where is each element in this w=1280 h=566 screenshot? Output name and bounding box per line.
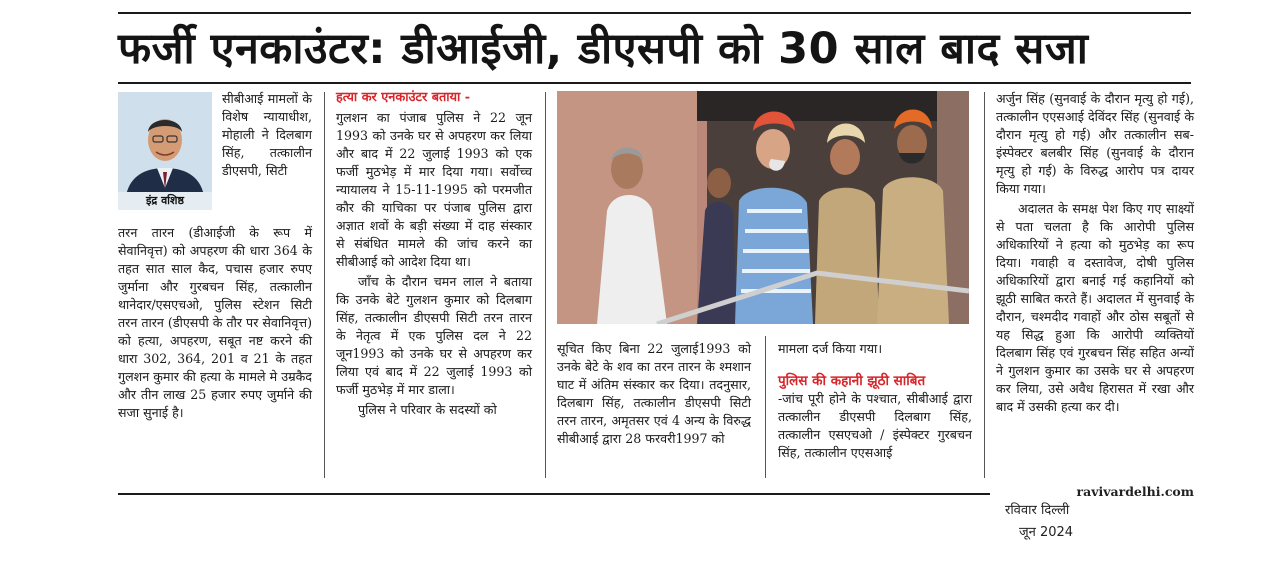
col2-paragraph-3: पुलिस ने परिवार के सदस्यों को xyxy=(358,402,497,417)
column-4 xyxy=(778,340,972,464)
author-photo xyxy=(118,92,212,210)
col4-paragraph-2: -जांच पूरी होने के पश्चात, सीबीआई द्वारा तत्कालीन डीएसपी दिलबाग सिंह, तत्कालीन एसएचओ / इंस्पेक्टर गुरबचन सिंह, तत्कालीन एएसआई xyxy=(778,391,972,460)
col1-bottom-text: तरन तारन (डीआईजी के रूप में सेवानिवृत्त) को अपहरण की धारा 364 के तहत सात साल कैद, पचास हजार रुपए जुर्माना और गुरबचन सिंह, तत्कालीन थानेदार/एसएचओ, पुलिस स्टेशन सिटी तरन तारन (डीएसपी के तौर पर सेवानिवृत्त) को हत्या, अपहरण, सबूत नष्ट करने की धारा 302, 364, 201 व 21 के तहत गुलशन कुमार की हत्या के मामले मे उम्रकैद और तीन लाख 25 हजार रुपए जुर्माने की सजा सुनाई है। xyxy=(118,225,312,420)
subheading-police-story-false: पुलिस की कहानी झूठी साबित xyxy=(778,373,926,389)
column-2 xyxy=(336,88,532,421)
column-divider-1 xyxy=(324,92,325,478)
column-divider-3 xyxy=(765,336,766,478)
publication-date: जून 2024 xyxy=(1019,525,1074,540)
col5-paragraph-1: अर्जुन सिंह (सुनवाई के दौरान मृत्यु हो गई), तत्कालीन एएसआई देविंदर सिंह (सुनवाई के दौरान मृत्यु हो गई) और तत्कालीन सब- इंस्पेक्टर बलबीर सिंह (सुनवाई के दौरान मृत्यु हो गई) के विरुद्ध आरोप पत्र दायर किया गया। xyxy=(996,91,1194,196)
col4-paragraph-1: मामला दर्ज किया गया। xyxy=(778,341,883,356)
col1-top-text: सीबीआई मामलों के विशेष न्यायाधीश, मोहाली ने दिलबाग सिंह, तत्कालीन डीएसपी, सिटी xyxy=(222,91,312,178)
column-3 xyxy=(557,340,751,450)
column-1-top xyxy=(222,90,312,182)
site-url: ravivardelhi.com xyxy=(1076,484,1194,499)
news-photo xyxy=(557,91,969,324)
col2-paragraph-2: जाँच के दौरान चमन लाल ने बताया कि उनके बेटे गुलशन कुमार को दिलबाग सिंह, तत्कालीन डीएसपी सिटी तरन तारन के नेतृत्व में एक पुलिस दल ने 22 जून1993 को उनके घर से अपहरण कर लिया एवं बाद में 22 जुलाई 1993 को फर्जी मुठभेड़ में मार डाला। xyxy=(336,274,532,397)
police-escort-photo-icon xyxy=(557,91,969,324)
headline: फर्जी एनकाउंटर: डीआईजी, डीएसपी को 30 साल बाद सजा xyxy=(118,24,1089,74)
publication-info xyxy=(1005,500,1073,544)
column-5 xyxy=(996,90,1194,418)
author-caption: इंद्र वशिष्ठ xyxy=(146,194,184,207)
subheading-murder-encounter: हत्या कर एनकाउंटर बताया - xyxy=(336,90,471,105)
bottom-rule xyxy=(118,493,990,495)
top-rule xyxy=(118,12,1191,14)
publication-name: रविवार दिल्ली xyxy=(1005,503,1070,518)
column-divider-2 xyxy=(545,92,546,478)
col5-paragraph-2: अदालत के समक्ष पेश किए गए साक्ष्यों से पता चलता है कि आरोपी पुलिस अधिकारियों ने हत्या को मुठभेड़ का रूप दिया। गवाही व दस्तावेज, दोषी पुलिस अधिकारियों द्वारा बनाई गई कहानियों को झूठी साबित करते हैं। अदालत में सुनवाई के दौरान, चश्मदीद गवाहों और ठोस सबूतों से यह सिद्ध हुआ कि आरोपी व्यक्तियों दिलबाग सिंह एवं गुरबचन सिंह सहित अन्यों ने गुलशन कुमार का उसके घर से अपहरण कर लिया, उसे अवैध हिरासत में रखा और बाद में उसकी हत्या कर दी। xyxy=(996,201,1194,414)
headline-rule xyxy=(118,82,1191,84)
col3-text: सूचित किए बिना 22 जुलाई1993 को उनके बेटे के शव का तरन तारन के श्मशान घाट में अंतिम संस्कार कर दिया। तदनुसार, दिलबाग सिंह, तत्कालीन डीएसपी सिटी तरन तारन, अमृतसर एवं 4 अन्य के विरुद्ध सीबीआई द्वारा 28 फरवरी1997 को xyxy=(557,341,751,446)
column-divider-4 xyxy=(984,92,985,478)
col2-paragraph-1: गुलशन का पंजाब पुलिस ने 22 जून 1993 को उनके घर से अपहरण कर लिया और बाद में 22 जुलाई 1993 को एक फर्जी मुठभेड़ में मार दिया गया। सर्वोच्च न्यायालय ने 15-11-1995 को परमजीत कौर की याचिका पर पंजाब पुलिस द्वारा अज्ञात शवों के बड़ी संख्या में दाह संस्कार से संबंधित मामले की जांच करने का सीबीआई को आदेश दिया था। xyxy=(336,110,532,269)
column-1-bottom xyxy=(118,224,312,424)
